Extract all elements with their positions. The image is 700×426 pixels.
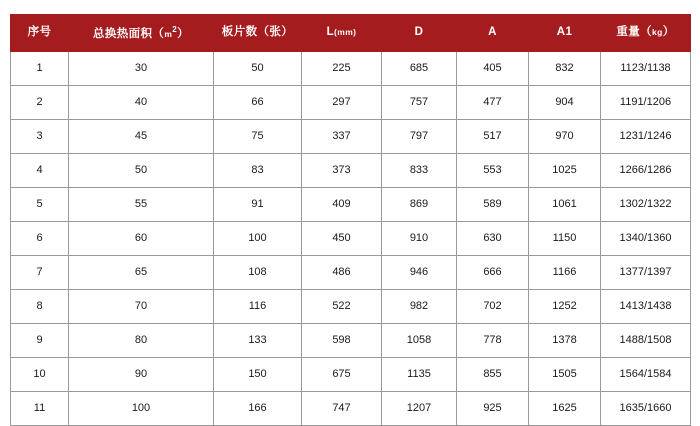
cell-d: 946	[382, 256, 457, 290]
cell-no: 6	[11, 222, 69, 256]
column-header-l	[302, 15, 382, 52]
cell-plates: 50	[214, 52, 302, 86]
table-row	[11, 120, 691, 154]
cell-a: 702	[457, 290, 529, 324]
column-header-a	[457, 15, 529, 52]
column-header-area-label: 总换热面积$(m^2)$	[92, 24, 190, 40]
cell-a1: 970	[529, 120, 601, 154]
cell-l: 486	[302, 256, 382, 290]
cell-plates: 75	[214, 120, 302, 154]
cell-plates: 108	[214, 256, 302, 290]
cell-weight: 1302/1322	[601, 188, 691, 222]
cell-d: 1135	[382, 358, 457, 392]
table-row	[11, 52, 691, 86]
header-row	[11, 15, 691, 52]
cell-no: 10	[11, 358, 69, 392]
cell-area: 70	[69, 290, 214, 324]
cell-l: 297	[302, 86, 382, 120]
column-header-no-label: 序号	[27, 26, 52, 39]
cell-a: 517	[457, 120, 529, 154]
cell-l: 522	[302, 290, 382, 324]
cell-no: 5	[11, 188, 69, 222]
cell-area: 30	[69, 52, 214, 86]
cell-a: 778	[457, 324, 529, 358]
cell-l: 373	[302, 154, 382, 188]
cell-plates: 150	[214, 358, 302, 392]
cell-a: 925	[457, 392, 529, 426]
column-header-no	[11, 15, 69, 52]
cell-a: 405	[457, 52, 529, 86]
table-row	[11, 290, 691, 324]
table-row	[11, 392, 691, 426]
column-header-d-label: D	[414, 26, 424, 39]
table-row	[11, 154, 691, 188]
cell-plates: 166	[214, 392, 302, 426]
cell-no: 3	[11, 120, 69, 154]
cell-d: 757	[382, 86, 457, 120]
cell-l: 598	[302, 324, 382, 358]
cell-d: 833	[382, 154, 457, 188]
cell-weight: 1488/1508	[601, 324, 691, 358]
cell-weight: 1123/1138	[601, 52, 691, 86]
cell-a: 589	[457, 188, 529, 222]
cell-weight: 1191/1206	[601, 86, 691, 120]
table-body	[11, 52, 691, 426]
cell-d: 685	[382, 52, 457, 86]
cell-area: 55	[69, 188, 214, 222]
cell-a1: 832	[529, 52, 601, 86]
column-header-l-label: L(mm)	[326, 26, 357, 39]
cell-weight: 1377/1397	[601, 256, 691, 290]
table-row	[11, 222, 691, 256]
cell-no: 2	[11, 86, 69, 120]
column-header-a1-label: A1	[556, 26, 573, 39]
cell-area: 45	[69, 120, 214, 154]
cell-a: 666	[457, 256, 529, 290]
cell-a1: 1150	[529, 222, 601, 256]
cell-no: 8	[11, 290, 69, 324]
cell-a: 477	[457, 86, 529, 120]
cell-plates: 66	[214, 86, 302, 120]
cell-no: 7	[11, 256, 69, 290]
column-header-plates-label: 板片数（张）	[221, 26, 294, 39]
cell-a1: 1252	[529, 290, 601, 324]
cell-weight: 1413/1438	[601, 290, 691, 324]
cell-weight: 1231/1246	[601, 120, 691, 154]
table-row	[11, 86, 691, 120]
table-header	[11, 15, 691, 52]
cell-weight: 1266/1286	[601, 154, 691, 188]
column-header-weight	[601, 15, 691, 52]
table-row	[11, 256, 691, 290]
cell-d: 1058	[382, 324, 457, 358]
spec-table	[10, 14, 691, 426]
cell-area: 80	[69, 324, 214, 358]
cell-a: 630	[457, 222, 529, 256]
cell-no: 11	[11, 392, 69, 426]
cell-area: 100	[69, 392, 214, 426]
column-header-d	[382, 15, 457, 52]
cell-plates: 116	[214, 290, 302, 324]
cell-a1: 1166	[529, 256, 601, 290]
cell-weight: 1340/1360	[601, 222, 691, 256]
cell-l: 409	[302, 188, 382, 222]
column-header-area	[69, 15, 214, 52]
cell-area: 60	[69, 222, 214, 256]
cell-plates: 133	[214, 324, 302, 358]
cell-d: 910	[382, 222, 457, 256]
table-row	[11, 324, 691, 358]
column-header-plates	[214, 15, 302, 52]
cell-area: 90	[69, 358, 214, 392]
column-header-weight-label: 重量（kg）	[616, 26, 675, 39]
cell-a1: 1025	[529, 154, 601, 188]
cell-a1: 1625	[529, 392, 601, 426]
cell-d: 869	[382, 188, 457, 222]
cell-no: 9	[11, 324, 69, 358]
cell-a: 553	[457, 154, 529, 188]
cell-no: 4	[11, 154, 69, 188]
cell-area: 65	[69, 256, 214, 290]
cell-l: 747	[302, 392, 382, 426]
cell-area: 50	[69, 154, 214, 188]
column-header-a1	[529, 15, 601, 52]
cell-plates: 100	[214, 222, 302, 256]
cell-d: 1207	[382, 392, 457, 426]
cell-a1: 904	[529, 86, 601, 120]
cell-no: 1	[11, 52, 69, 86]
cell-a: 855	[457, 358, 529, 392]
cell-a1: 1378	[529, 324, 601, 358]
table-row	[11, 188, 691, 222]
cell-l: 450	[302, 222, 382, 256]
cell-l: 337	[302, 120, 382, 154]
cell-d: 982	[382, 290, 457, 324]
cell-d: 797	[382, 120, 457, 154]
cell-plates: 91	[214, 188, 302, 222]
cell-weight: 1564/1584	[601, 358, 691, 392]
cell-plates: 83	[214, 154, 302, 188]
cell-l: 675	[302, 358, 382, 392]
cell-a1: 1505	[529, 358, 601, 392]
cell-area: 40	[69, 86, 214, 120]
cell-weight: 1635/1660	[601, 392, 691, 426]
table-row	[11, 358, 691, 392]
cell-l: 225	[302, 52, 382, 86]
cell-a1: 1061	[529, 188, 601, 222]
column-header-a-label: A	[488, 26, 497, 39]
